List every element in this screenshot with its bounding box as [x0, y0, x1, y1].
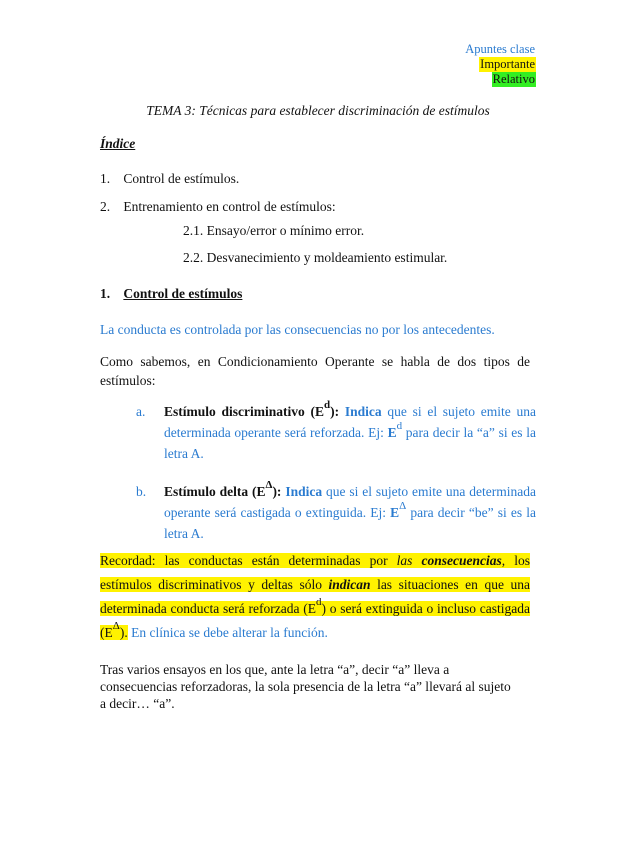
legend-importante: Importante	[480, 57, 535, 71]
paragraph-intro: Como sabemos, en Condicionamiento Operante se habla de dos tipos de estímulos:	[100, 354, 530, 388]
index-subitem-number: 2.2.	[183, 250, 204, 265]
list-item-letter: a.	[136, 404, 146, 419]
index-subitem-2-1	[183, 223, 364, 239]
index-subitem-number: 2.1.	[183, 223, 204, 238]
indica-word: Indica	[285, 484, 323, 499]
section-number: 1.	[100, 286, 111, 301]
paragraph-class-note: La conducta es controlada por las consecuencias no por los antecedentes.	[100, 322, 495, 337]
list-item-b	[136, 478, 536, 544]
color-legend	[464, 42, 536, 87]
index-item-number: 1.	[100, 171, 111, 186]
index-item-label: Control de estímulos.	[123, 171, 240, 186]
list-item-text: Estímulo discriminativo $(E^d)$: Indica que si el sujeto emite una determinada operante será reforzada. Ej: $E^d$ para decir la “a” si es la letra A.	[164, 398, 537, 461]
document-title: TEMA 3: Técnicas para establecer discriminación de estímulos	[146, 103, 490, 118]
list-item-letter: b.	[136, 484, 147, 499]
index-heading: Índice	[100, 136, 136, 151]
term-label: Estímulo delta $(E^\Delta)$:	[164, 478, 282, 499]
legend-apuntes-clase: Apuntes clase	[465, 42, 535, 56]
index-item-1	[100, 171, 239, 187]
list-item-text: Estímulo delta $(E^\Delta)$: Indica que si el sujeto emite una determinada operante será castigada o extinguida. Ej: $E^\Delta$ para decir “be” si es la letra A.	[164, 478, 536, 541]
index-item-number: 2.	[100, 199, 111, 214]
index-subitem-label: Ensayo/error o mínimo error.	[206, 223, 365, 238]
index-subitem-2-2	[183, 250, 447, 266]
legend-relativo: Relativo	[492, 72, 535, 86]
paragraph-final: Tras varios ensayos en los que, ante la letra “a”, decir “a” lleva a consecuencias reforzadoras, la sola presencia de la letra “a” llevará al sujeto a decir… “a”.	[100, 662, 511, 711]
section-heading	[100, 286, 242, 302]
clinical-note: En clínica se debe alterar la función.	[127, 625, 328, 640]
indica-word: Indica	[344, 404, 382, 419]
section-title: Control de estímulos	[123, 286, 243, 301]
recordad-paragraph: Recordad: las conductas están determinadas por las consecuencias, los estímulos discriminativos y deltas sólo indican las situaciones en que una determinada conducta será reforzada $(E^d)$ o será extinguida o incluso castigada $(E^\Delta)$. En clínica se debe alterar la función.	[100, 553, 531, 640]
index-item-2	[100, 199, 336, 215]
index-item-label: Entrenamiento en control de estímulos:	[123, 199, 336, 214]
index-subitem-label: Desvanecimiento y moldeamiento estimular.	[206, 250, 448, 265]
term-label: Estímulo discriminativo $(E^d)$:	[164, 398, 340, 419]
list-item-a	[136, 398, 537, 464]
